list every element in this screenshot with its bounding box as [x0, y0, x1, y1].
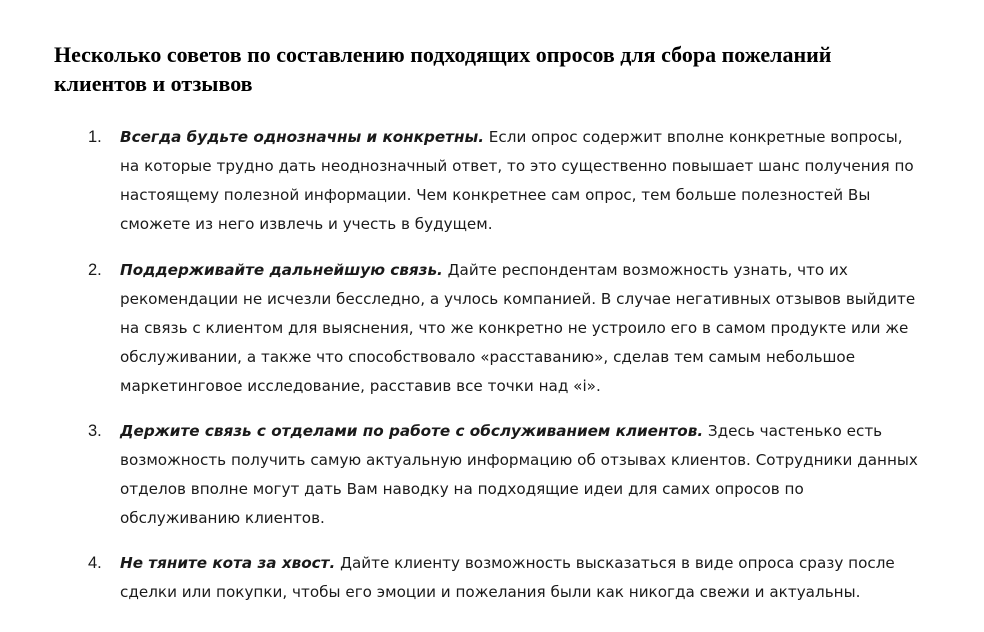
list-item-lead: Держите связь с отделами по работе с обслуживанием клиентов. — [120, 422, 704, 440]
list-item-lead: Всегда будьте однозначны и конкретны. — [120, 128, 484, 146]
list-item-number: 3. — [88, 422, 102, 440]
list-item-lead: Поддерживайте дальнейшую связь. — [120, 261, 443, 279]
document-title: Несколько советов по составлению подходящих опросов для сбора пожеланий клиентов и отзывов — [54, 42, 832, 96]
list-item-body — [120, 549, 920, 607]
list-item-number: 2. — [88, 261, 102, 279]
list-item-text: Дайте респондентам возможность узнать, что их рекомендации не исчезли бесследно, а учлось компанией. В случае негативных отзывов выйдите на связь с клиентом для выяснения, что же конкретно не устроило его в самом продукте или же обслуживании, а также что способствовало «расставанию», сделав тем самым небольшое маркетинговое исследование, расставив все точки над «i». — [120, 261, 916, 395]
list-item-body — [120, 417, 920, 533]
list-item-body — [120, 123, 920, 239]
list-item-text: Если опрос содержит вполне конкретные вопросы, на которые трудно дать неоднозначный ответ, то это существенно повышает шанс получения по настоящему полезной информации. Чем конкретнее сам опрос, тем больше полезностей Вы сможете из него извлечь и учесть в будущем. — [120, 128, 914, 233]
list-item-number: 1. — [88, 128, 102, 146]
list-item-text: Дайте клиенту возможность высказаться в виде опроса сразу после сделки или покупки, чтобы его эмоции и пожелания были как никогда свежи и актуальны. — [120, 554, 895, 601]
list-item-lead: Не тяните кота за хвост. — [120, 554, 336, 572]
list-item-body — [120, 256, 920, 401]
list-item-number: 4. — [88, 554, 102, 572]
list-item-text: Здесь частенько есть возможность получить самую актуальную информацию об отзывах клиентов. Сотрудники данных отделов вполне могут дать Вам наводку на подходящие идеи для самих опросов по обслуживанию клиентов. — [120, 422, 918, 527]
